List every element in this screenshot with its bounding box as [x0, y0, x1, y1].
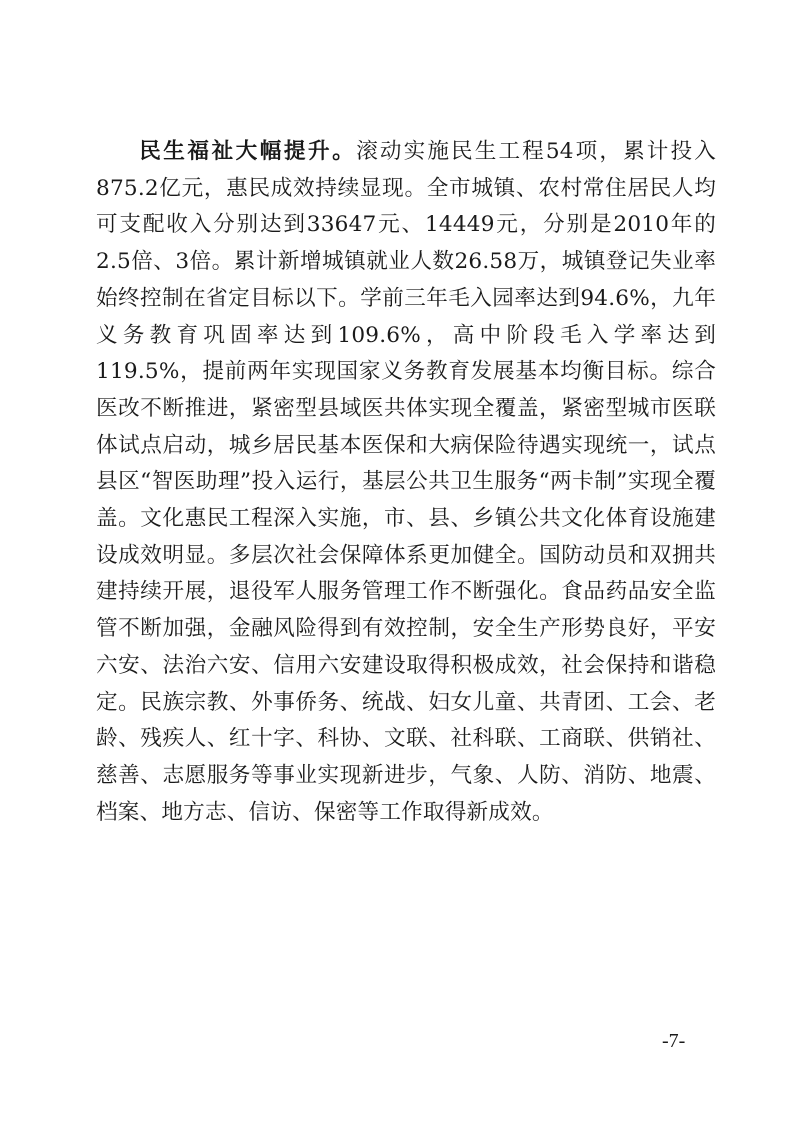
paragraph-lead-in: 民生福祉大幅提升。: [139, 139, 357, 164]
body-paragraph: [96, 134, 716, 831]
paragraph-body: 滚动实施民生工程54项，累计投入875.2亿元，惠民成效持续显现。全市城镇、农村常住居民人均可支配收入分别达到33647元、14449元，分别是2010年的2.5倍、3倍。累计新增城镇就业人数26.58万，城镇登记失业率始终控制在省定目标以下。学前三年毛入园率达到94.6%，九年义务教育巩固率达到109.6%，高中阶段毛入学率达到119.5%，提前两年实现国家义务教育发展基本均衡目标。综合医改不断推进，紧密型县域医共体实现全覆盖，紧密型城市医联体试点启动，城乡居民基本医保和大病保险待遇实现统一，试点县区“智医助理”投入运行，基层公共卫生服务“两卡制”实现全覆盖。文化惠民工程深入实施，市、县、乡镇公共文化体育设施建设成效明显。多层次社会保障体系更加健全。国防动员和双拥共建持续开展，退役军人服务管理工作不断强化。食品药品安全监管不断加强，金融风险得到有效控制，安全生产形势良好，平安六安、法治六安、信用六安建设取得积极成效，社会保持和谐稳定。民族宗教、外事侨务、统战、妇女儿童、共青团、工会、老龄、残疾人、红十字、科协、文联、社科联、工商联、供销社、慈善、志愿服务等事业实现新进步，气象、人防、消防、地震、档案、地方志、信访、保密等工作取得新成效。: [96, 139, 716, 825]
page-number: -7-: [662, 1030, 686, 1052]
